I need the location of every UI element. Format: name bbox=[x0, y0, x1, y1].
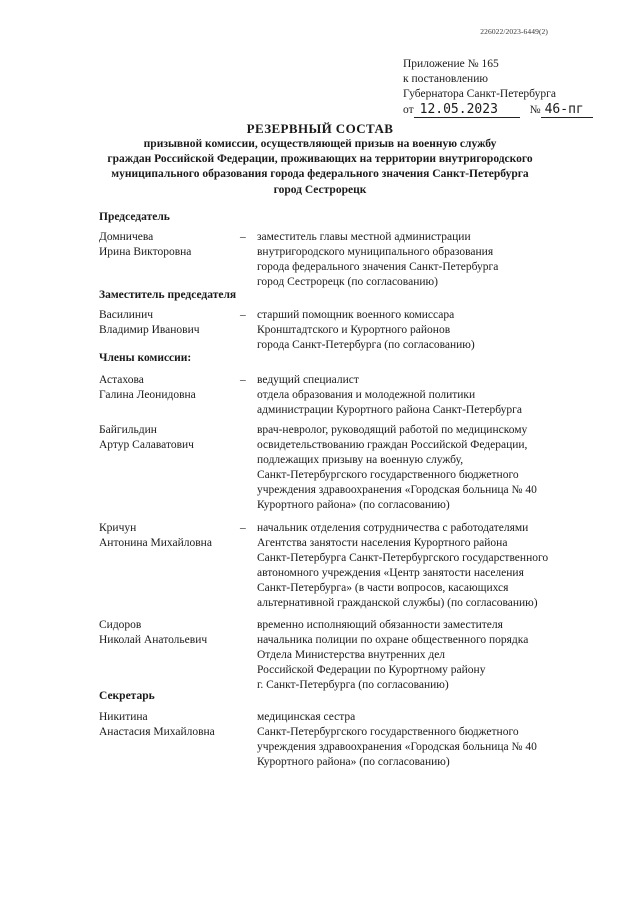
member-surname: Василинич bbox=[99, 309, 154, 321]
member-name bbox=[99, 308, 244, 338]
subtitle-line: призывной комиссии, осуществляющей призыв на военную службу bbox=[143, 138, 497, 150]
member-name bbox=[99, 521, 244, 551]
role-line: начальника полиции по охране общественного порядка bbox=[257, 634, 529, 646]
role-line: медицинская сестра bbox=[257, 711, 356, 723]
number-value: 46-пг bbox=[541, 102, 593, 118]
role-line: Санкт-Петербургского государственного бюджетного bbox=[257, 469, 519, 481]
member-name bbox=[99, 710, 244, 740]
role-line: альтернативной гражданской службы) (по согласованию) bbox=[257, 597, 538, 609]
member-given-name: Антонина Михайловна bbox=[99, 537, 212, 549]
member-given-name: Николай Анатольевич bbox=[99, 634, 208, 646]
member-name bbox=[99, 618, 244, 648]
date-value: 12.05.2023 bbox=[414, 102, 520, 118]
member-surname: Байгильдин bbox=[99, 424, 157, 436]
appendix-issuer: Губернатора Санкт-Петербурга bbox=[403, 88, 556, 100]
document-number: 226022/2023-6449(2) bbox=[480, 27, 548, 36]
member-role bbox=[257, 521, 602, 611]
section-deputy: Заместитель председателя bbox=[99, 289, 237, 301]
role-line: автономного учреждения «Центр занятости населения bbox=[257, 567, 524, 579]
member-role bbox=[257, 230, 602, 290]
role-line: начальник отделения сотрудничества с работодателями bbox=[257, 522, 529, 534]
role-line: Санкт-Петербурга Санкт-Петербургского государственного bbox=[257, 552, 549, 564]
section-members: Члены комиссии: bbox=[99, 352, 192, 364]
role-line: учреждения здравоохранения «Городская больница № 40 bbox=[257, 741, 537, 753]
role-line: Отдела Министерства внутренних дел bbox=[257, 649, 446, 661]
document-title: РЕЗЕРВНЫЙ СОСТАВ bbox=[246, 121, 394, 136]
member-surname: Кричун bbox=[99, 522, 137, 534]
role-line: Санкт-Петербургского государственного бюджетного bbox=[257, 726, 519, 738]
role-line: учреждения здравоохранения «Городская больница № 40 bbox=[257, 484, 537, 496]
role-line: заместитель главы местной администрации bbox=[257, 231, 471, 243]
role-line: Санкт-Петербурга» (в части вопросов, касающихся bbox=[257, 582, 509, 594]
role-line: освидетельствованию граждан Российской Федерации, bbox=[257, 439, 528, 451]
number-prefix: № bbox=[529, 104, 541, 116]
role-line: Кронштадтского и Курортного районов bbox=[257, 324, 451, 336]
role-line: подлежащих призыву на военную службу, bbox=[257, 454, 464, 466]
member-role bbox=[257, 618, 602, 693]
role-line: врач-невролог, руководящий работой по медицинскому bbox=[257, 424, 528, 436]
role-line: временно исполняющий обязанности заместителя bbox=[257, 619, 503, 631]
section-secretary: Секретарь bbox=[99, 690, 155, 702]
role-line: Курортного района» (по согласованию) bbox=[257, 499, 450, 511]
member-surname: Домничева bbox=[99, 231, 154, 243]
member-name bbox=[99, 230, 244, 260]
document-subtitle bbox=[100, 137, 540, 198]
role-line: г. Санкт-Петербурга (по согласованию) bbox=[257, 679, 449, 691]
role-line: старший помощник военного комиссара bbox=[257, 309, 455, 321]
member-given-name: Ирина Викторовна bbox=[99, 246, 192, 258]
appendix-number: Приложение № 165 bbox=[403, 58, 499, 70]
role-line: отдела образования и молодежной политики bbox=[257, 389, 476, 401]
role-line: города федерального значения Санкт-Петербурга bbox=[257, 261, 499, 273]
role-line: города Санкт-Петербурга (по согласованию) bbox=[257, 339, 475, 351]
member-surname: Никитина bbox=[99, 711, 148, 723]
member-dash: – bbox=[240, 309, 246, 321]
member-dash: – bbox=[240, 374, 246, 386]
member-given-name: Галина Леонидовна bbox=[99, 389, 196, 401]
role-line: город Сестрорецк (по согласованию) bbox=[257, 276, 438, 288]
role-line: ведущий специалист bbox=[257, 374, 359, 386]
role-line: Курортного района» (по согласованию) bbox=[257, 756, 450, 768]
member-role bbox=[257, 423, 602, 513]
member-given-name: Анастасия Михайловна bbox=[99, 726, 215, 738]
member-surname: Астахова bbox=[99, 374, 144, 386]
role-line: администрации Курортного района Санкт-Петербурга bbox=[257, 404, 522, 416]
member-given-name: Владимир Иванович bbox=[99, 324, 200, 336]
member-dash: – bbox=[240, 522, 246, 534]
section-chairman: Председатель bbox=[99, 211, 170, 223]
appendix-reference: к постановлению bbox=[403, 73, 488, 85]
role-line: Российской Федерации по Курортному району bbox=[257, 664, 486, 676]
member-dash: – bbox=[240, 231, 246, 243]
member-role bbox=[257, 710, 602, 770]
appendix-block bbox=[403, 57, 613, 118]
member-given-name: Артур Салаватович bbox=[99, 439, 194, 451]
member-surname: Сидоров bbox=[99, 619, 142, 631]
appendix-date-line bbox=[403, 102, 613, 118]
date-prefix: от bbox=[403, 104, 414, 116]
subtitle-line: город Сестрорецк bbox=[273, 183, 367, 196]
role-line: Агентства занятости населения Курортного района bbox=[257, 537, 508, 549]
member-name bbox=[99, 373, 244, 403]
member-name bbox=[99, 423, 244, 453]
member-role bbox=[257, 373, 602, 418]
subtitle-line: муниципального образования города федерального значения Санкт-Петербурга bbox=[111, 168, 529, 181]
subtitle-line: граждан Российской Федерации, проживающих на территории внутригородского bbox=[107, 153, 533, 166]
member-role bbox=[257, 308, 602, 353]
role-line: внутригородского муниципального образования bbox=[257, 246, 494, 258]
